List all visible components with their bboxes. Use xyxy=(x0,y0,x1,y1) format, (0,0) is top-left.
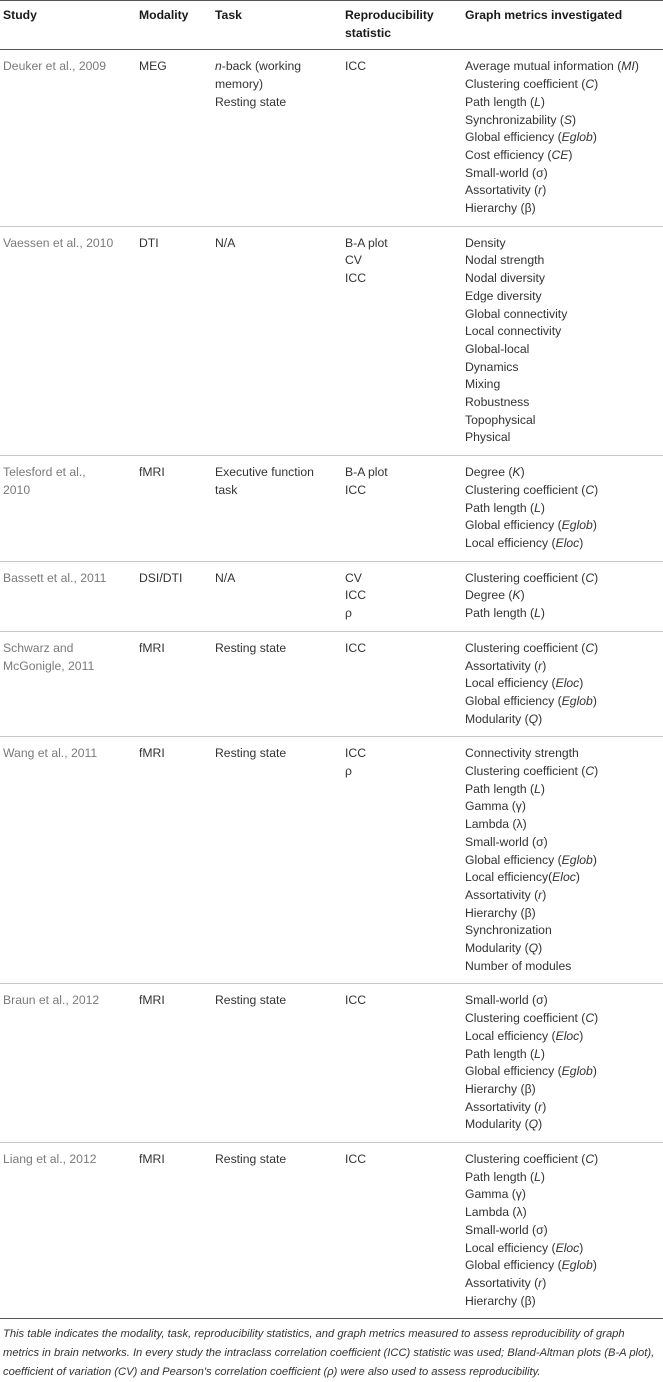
metrics-line: Small-world (σ) xyxy=(465,165,548,180)
study-cell xyxy=(0,631,135,737)
metrics-line: Local efficiency (Eloc) xyxy=(465,676,584,691)
metrics-line: Local efficiency (Eloc) xyxy=(465,1240,584,1255)
metrics-line: Assortativity (r) xyxy=(465,1276,547,1290)
metrics-cell xyxy=(461,50,663,226)
header-task: Task xyxy=(211,1,341,50)
statistic-cell xyxy=(341,50,461,226)
task-cell xyxy=(211,226,341,455)
modality-line: fMRI xyxy=(139,1152,165,1167)
statistic-line: CV xyxy=(345,253,362,268)
task-line: N/A xyxy=(215,235,236,250)
study-line: Telesford et al., xyxy=(3,465,86,480)
statistic-line: B-A plot xyxy=(345,235,388,250)
study-line: McGonigle, 2011 xyxy=(3,658,95,673)
table-row xyxy=(0,737,663,984)
study-cell xyxy=(0,226,135,455)
modality-cell xyxy=(135,1143,211,1319)
metrics-line: Edge diversity xyxy=(465,288,542,303)
metrics-line: Global-local xyxy=(465,341,530,356)
task-line: Executive function xyxy=(215,465,314,480)
metrics-line: Assortativity (r) xyxy=(465,887,547,902)
statistic-line: ICC xyxy=(345,588,366,603)
statistic-line: ICC xyxy=(345,271,366,286)
metrics-line: Nodal diversity xyxy=(465,271,545,286)
table-body xyxy=(0,50,663,1319)
metrics-line: Global efficiency (Eglob) xyxy=(465,852,597,867)
metrics-line: Local efficiency (Eloc) xyxy=(465,1028,584,1043)
metrics-line: Small-world (σ) xyxy=(465,993,548,1008)
metrics-line: Assortativity (r) xyxy=(465,1099,547,1114)
task-cell xyxy=(211,456,341,562)
header-row xyxy=(0,1,663,50)
modality-line: fMRI xyxy=(139,993,165,1008)
metrics-line: Path length (L) xyxy=(465,781,545,796)
task-line: Resting state xyxy=(215,993,287,1008)
modality-cell xyxy=(135,561,211,631)
table-row xyxy=(0,984,663,1143)
study-line: Vaessen et al., 2010 xyxy=(3,235,114,250)
metrics-line: Hierarchy (β) xyxy=(465,1081,536,1096)
metrics-line: Average mutual information (MI) xyxy=(465,59,639,74)
study-line: Liang et al., 2012 xyxy=(3,1152,97,1167)
metrics-line: Number of modules xyxy=(465,958,572,973)
statistic-line: ICC xyxy=(345,1152,366,1167)
table-row xyxy=(0,226,663,455)
task-line: N/A xyxy=(215,570,236,585)
study-line: Wang et al., 2011 xyxy=(3,746,98,761)
modality-line: fMRI xyxy=(139,465,165,480)
task-line: Resting state xyxy=(215,640,287,655)
statistic-line: ICC xyxy=(345,993,366,1008)
metrics-line: Global efficiency (Eglob) xyxy=(465,1064,597,1079)
header-study: Study xyxy=(0,1,135,50)
metrics-line: Path length (L) xyxy=(465,1169,545,1184)
metrics-line: Gamma (γ) xyxy=(465,1187,526,1202)
metrics-cell xyxy=(461,456,663,562)
metrics-line: Lambda (λ) xyxy=(465,1205,527,1220)
header-reproducibility-statistic: Reproducibility statistic xyxy=(341,1,461,50)
metrics-line: Assortativity (r) xyxy=(465,183,547,198)
metrics-line: Synchronization xyxy=(465,923,552,938)
modality-line: DSI/DTI xyxy=(139,570,183,585)
statistic-cell xyxy=(341,1143,461,1319)
metrics-line: Global efficiency (Eglob) xyxy=(465,1258,597,1273)
metrics-line: Modularity (Q) xyxy=(465,941,543,956)
metrics-line: Local connectivity xyxy=(465,324,562,339)
study-line: Schwarz and xyxy=(3,640,74,655)
metrics-line: Global efficiency (Eglob) xyxy=(465,130,597,145)
task-line: memory) xyxy=(215,77,264,92)
modality-cell xyxy=(135,456,211,562)
metrics-line: Clustering coefficient (C) xyxy=(465,482,599,497)
statistic-line: CV xyxy=(345,570,362,585)
table-header xyxy=(0,1,663,50)
modality-cell xyxy=(135,737,211,984)
statistic-cell xyxy=(341,737,461,984)
metrics-cell xyxy=(461,226,663,455)
statistic-line: ρ xyxy=(345,764,352,779)
table-row xyxy=(0,1143,663,1319)
metrics-line: Connectivity strength xyxy=(465,746,579,761)
modality-cell xyxy=(135,984,211,1143)
metrics-line: Clustering coefficient (C) xyxy=(465,1011,599,1026)
study-line: Deuker et al., 2009 xyxy=(3,59,106,74)
metrics-line: Clustering coefficient (C) xyxy=(465,77,599,92)
metrics-line: Modularity (Q) xyxy=(465,1117,543,1132)
statistic-line: ICC xyxy=(345,640,366,655)
metrics-line: Gamma (γ) xyxy=(465,799,526,814)
metrics-line: Path length (L) xyxy=(465,606,545,621)
statistic-cell xyxy=(341,226,461,455)
metrics-line: Topophysical xyxy=(465,412,536,427)
metrics-line: Hierarchy (β) xyxy=(465,1293,536,1308)
metrics-line: Path length (L) xyxy=(465,94,545,109)
statistic-line: ρ xyxy=(345,606,352,621)
study-line: Bassett et al., 2011 xyxy=(3,570,107,585)
metrics-line: Local efficiency(Eloc) xyxy=(465,870,580,885)
metrics-line: Clustering coefficient (C) xyxy=(465,764,599,779)
header-modality: Modality xyxy=(135,1,211,50)
metrics-cell xyxy=(461,631,663,737)
metrics-line: Synchronizability (S) xyxy=(465,112,577,127)
study-cell xyxy=(0,50,135,226)
metrics-line: Degree (K) xyxy=(465,588,525,603)
modality-line: DTI xyxy=(139,235,159,250)
table-row xyxy=(0,50,663,226)
task-line: Resting state xyxy=(215,746,287,761)
metrics-line: Clustering coefficient (C) xyxy=(465,570,599,585)
metrics-line: Global connectivity xyxy=(465,306,568,321)
task-cell xyxy=(211,984,341,1143)
metrics-line: Degree (K) xyxy=(465,465,525,480)
statistic-line: B-A plot xyxy=(345,465,388,480)
metrics-line: Physical xyxy=(465,430,511,445)
metrics-line: Robustness xyxy=(465,395,530,410)
table-row xyxy=(0,456,663,562)
study-cell xyxy=(0,737,135,984)
study-line: Braun et al., 2012 xyxy=(3,993,100,1008)
task-cell xyxy=(211,737,341,984)
modality-cell xyxy=(135,50,211,226)
modality-line: fMRI xyxy=(139,746,165,761)
metrics-cell xyxy=(461,984,663,1143)
metrics-cell xyxy=(461,737,663,984)
task-cell xyxy=(211,50,341,226)
metrics-line: Modularity (Q) xyxy=(465,711,543,726)
statistic-cell xyxy=(341,631,461,737)
statistic-line: ICC xyxy=(345,59,366,74)
statistic-line: ICC xyxy=(345,746,366,761)
metrics-line: Dynamics xyxy=(465,359,519,374)
modality-line: MEG xyxy=(139,59,167,74)
metrics-line: Hierarchy (β) xyxy=(465,201,536,216)
statistic-cell xyxy=(341,456,461,562)
metrics-line: Nodal strength xyxy=(465,253,545,268)
study-cell xyxy=(0,984,135,1143)
metrics-line: Global efficiency (Eglob) xyxy=(465,693,597,708)
statistic-cell xyxy=(341,984,461,1143)
study-cell xyxy=(0,1143,135,1319)
metrics-line: Density xyxy=(465,235,506,250)
task-cell xyxy=(211,631,341,737)
metrics-line: Small-world (σ) xyxy=(465,1222,548,1237)
metrics-line: Cost efficiency (CE) xyxy=(465,147,573,162)
metrics-line: Clustering coefficient (C) xyxy=(465,640,599,655)
metrics-cell xyxy=(461,561,663,631)
metrics-line: Assortativity (r) xyxy=(465,658,547,673)
table-row xyxy=(0,561,663,631)
task-cell xyxy=(211,561,341,631)
metrics-line: Clustering coefficient (C) xyxy=(465,1152,599,1167)
task-line: Resting state xyxy=(215,1152,287,1167)
metrics-line: Small-world (σ) xyxy=(465,834,548,849)
statistic-line: ICC xyxy=(345,482,366,497)
metrics-line: Local efficiency (Eloc) xyxy=(465,535,584,550)
metrics-line: Mixing xyxy=(465,377,501,392)
task-line: Resting state xyxy=(215,94,287,109)
modality-line: fMRI xyxy=(139,640,165,655)
study-cell xyxy=(0,561,135,631)
metrics-line: Global efficiency (Eglob) xyxy=(465,518,597,533)
statistic-cell xyxy=(341,561,461,631)
study-line: 2010 xyxy=(3,482,31,497)
task-cell xyxy=(211,1143,341,1319)
task-line: task xyxy=(215,482,238,497)
modality-cell xyxy=(135,631,211,737)
study-cell xyxy=(0,456,135,562)
metrics-line: Path length (L) xyxy=(465,500,545,515)
table-row xyxy=(0,631,663,737)
metrics-cell xyxy=(461,1143,663,1319)
header-graph-metrics: Graph metrics investigated xyxy=(461,1,663,50)
metrics-line: Lambda (λ) xyxy=(465,817,527,832)
table-caption: This table indicates the modality, task, reproducibility statistics, and graph metrics measured to assess reproducibility of graph metrics in brain networks. In every study the intraclass correlation coefficient (ICC) statistic was used; Bland-Altman plots (B-A plot), coefficient of variation (CV) and Pearson's correlation coefficient (ρ) were also used to assess reproducibility. xyxy=(3,1328,655,1379)
modality-cell xyxy=(135,226,211,455)
task-line: n-back (working xyxy=(215,59,302,74)
metrics-line: Hierarchy (β) xyxy=(465,905,536,920)
metrics-line: Path length (L) xyxy=(465,1046,545,1061)
